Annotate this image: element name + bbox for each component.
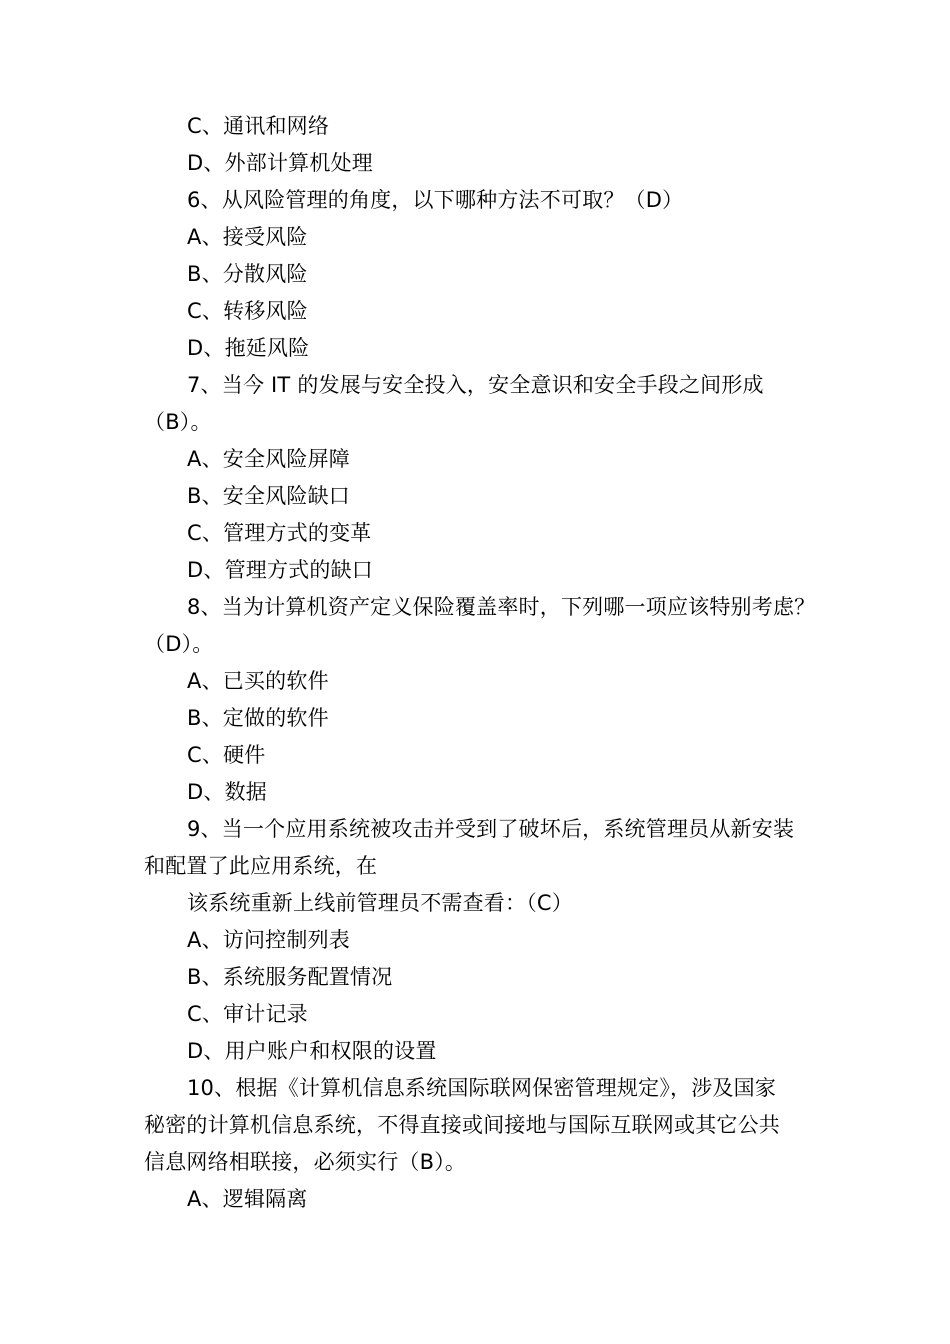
question-7: 7、当今 IT 的发展与安全投入，安全意识和安全手段之间形成 [187,373,764,397]
q8-option-a: A、已买的软件 [187,669,329,693]
q10-option-a: A、逻辑隔离 [187,1187,308,1211]
q9-option-a: A、访问控制列表 [187,928,350,952]
question-10-continued: 秘密的计算机信息系统，不得直接或间接地与国际互联网或其它公共 [144,1113,780,1137]
question-8-continued: （D）。 [144,632,214,656]
q7-option-b: B、安全风险缺口 [187,484,351,508]
q8-option-d: D、数据 [187,780,267,804]
q9-option-c: C、审计记录 [187,1002,308,1026]
q8-option-c: C、硬件 [187,743,266,767]
question-6: 6、从风险管理的角度，以下哪种方法不可取？（D） [187,188,684,212]
q6-option-d: D、拖延风险 [187,336,310,360]
q6-option-b: B、分散风险 [187,262,308,286]
document-body [144,108,824,1218]
option-d-external-processing: D、外部计算机处理 [187,151,373,175]
question-10: 10、根据《计算机信息系统国际联网保密管理规定》，涉及国家 [187,1076,777,1100]
q7-option-a: A、安全风险屏障 [187,447,350,471]
q9-option-d: D、用户账户和权限的设置 [187,1039,437,1063]
q7-option-c: C、管理方式的变革 [187,521,372,545]
question-8: 8、当为计算机资产定义保险覆盖率时，下列哪一项应该特别考虑？ [187,595,816,619]
option-c-networking: C、通讯和网络 [187,114,330,138]
question-10-continued-2: 信息网络相联接，必须实行（B）。 [144,1150,467,1174]
q7-option-d: D、管理方式的缺口 [187,558,373,582]
q6-option-c: C、转移风险 [187,299,308,323]
question-9-continued-2: 该系统重新上线前管理员不需查看：（C） [187,891,573,915]
q6-option-a: A、接受风险 [187,225,308,249]
q8-option-b: B、定做的软件 [187,706,329,730]
question-9: 9、当一个应用系统被攻击并受到了破坏后，系统管理员从新安装 [187,817,795,841]
question-7-continued: （B）。 [144,410,212,434]
question-9-continued: 和配置了此应用系统，在 [144,854,378,878]
q9-option-b: B、系统服务配置情况 [187,965,393,989]
